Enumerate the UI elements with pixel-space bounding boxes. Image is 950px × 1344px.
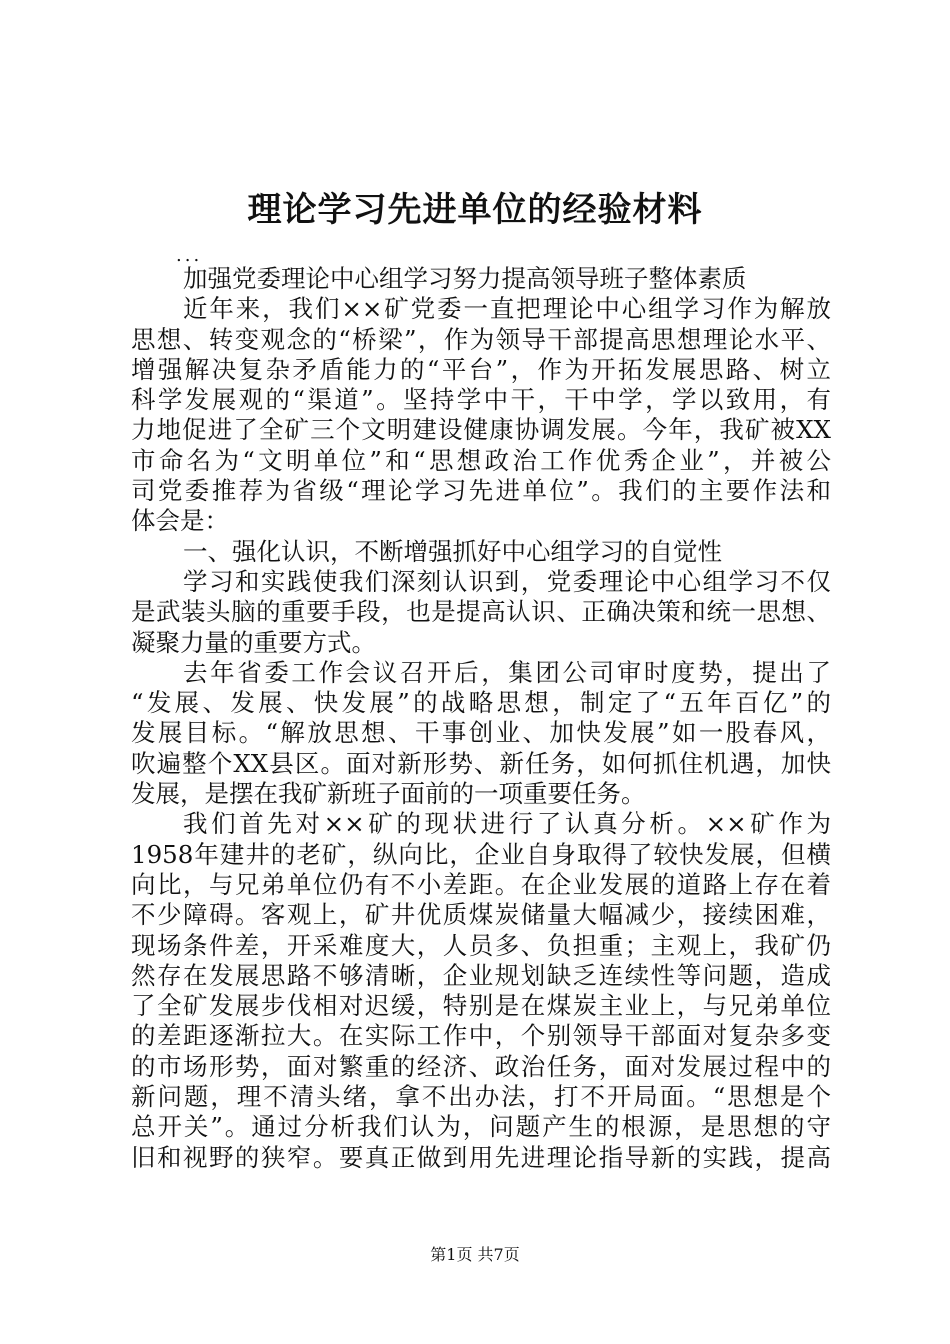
paragraph-line: 学习和实践使我们深刻认识到，党委理论中心组学习不仅: [183, 566, 831, 596]
paragraph-line: 科学发展观的“渠道”。坚持学中干，干中学，学以致用，有: [131, 385, 831, 415]
section-heading-main: 加强党委理论中心组学习努力提高领导班子整体素质: [183, 264, 747, 293]
paragraph-line: 发展，是摆在我矿新班子面前的一项重要任务。: [131, 779, 646, 809]
paragraph-line: 了全矿发展步伐相对迟缓，特别是在煤炭主业上，与兄弟单位: [131, 991, 831, 1021]
paragraph-line: 增强解决复杂矛盾能力的“平台”，作为开拓发展思路、树立: [131, 354, 831, 384]
paragraph-line: 我们首先对××矿的现状进行了认真分析。××矿作为: [183, 809, 831, 839]
paragraph-line: 旧和视野的狭窄。要真正做到用先进理论指导新的实践，提高: [131, 1142, 831, 1172]
paragraph-line: 新问题，理不清头绪，拿不出办法，打不开局面。“思想是个: [131, 1082, 831, 1112]
ellipsis-mark: ...: [176, 245, 203, 266]
paragraph-line: 总开关”。通过分析我们认为，问题产生的根源，是思想的守: [131, 1112, 831, 1142]
paragraph-line: 吹遍整个XX县区。面对新形势、新任务，如何抓住机遇，加快: [131, 748, 831, 778]
paragraph-line: 近年来，我们××矿党委一直把理论中心组学习作为解放: [183, 294, 831, 324]
paragraph-line: 发展目标。“解放思想、干事创业、加快发展”如一股春风，: [131, 718, 831, 748]
paragraph-line: 市命名为“文明单位”和“思想政治工作优秀企业”，并被公: [131, 445, 831, 475]
paragraph-line: 向比，与兄弟单位仍有不小差距。在企业发展的道路上存在着: [131, 869, 831, 899]
paragraph-line: 现场条件差，开采难度大，人员多、负担重；主观上，我矿仍: [131, 930, 831, 960]
document-title: 理论学习先进单位的经验材料: [247, 190, 703, 230]
paragraph-line: 司党委推荐为省级“理论学习先进单位”。我们的主要作法和: [131, 476, 831, 506]
paragraph-line: 不少障碍。客观上，矿井优质煤炭储量大幅减少，接续困难，: [131, 900, 831, 930]
paragraph-line: 的市场形势，面对繁重的经济、政治任务，面对发展过程中的: [131, 1051, 831, 1081]
paragraph-line: “发展、发展、快发展”的战略思想，制定了“五年百亿”的: [131, 688, 831, 718]
section-heading: 一、强化认识，不断增强抓好中心组学习的自觉性: [183, 536, 722, 566]
paragraph-line: 是武装头脑的重要手段，也是提高认识、正确决策和统一思想、: [131, 597, 831, 627]
paragraph-line: 体会是：: [131, 506, 229, 536]
paragraph-line: 去年省委工作会议召开后，集团公司审时度势，提出了: [183, 657, 831, 687]
paragraph-line: 1958年建井的老矿，纵向比，企业自身取得了较快发展，但横: [131, 839, 831, 869]
paragraph-line: 的差距逐渐拉大。在实际工作中，个别领导干部面对复杂多变: [131, 1021, 831, 1051]
paragraph-line: 然存在发展思路不够清晰，企业规划缺乏连续性等问题，造成: [131, 960, 831, 990]
document-body: [131, 264, 831, 1173]
paragraph-line: 思想、转变观念的“桥梁”，作为领导干部提高思想理论水平、: [131, 324, 831, 354]
page-number-footer: 第1页 共7页: [430, 1245, 520, 1264]
paragraph-line: 凝聚力量的重要方式。: [131, 627, 376, 657]
paragraph-line: 力地促进了全矿三个文明建设健康协调发展。今年，我矿被XX: [131, 415, 831, 445]
